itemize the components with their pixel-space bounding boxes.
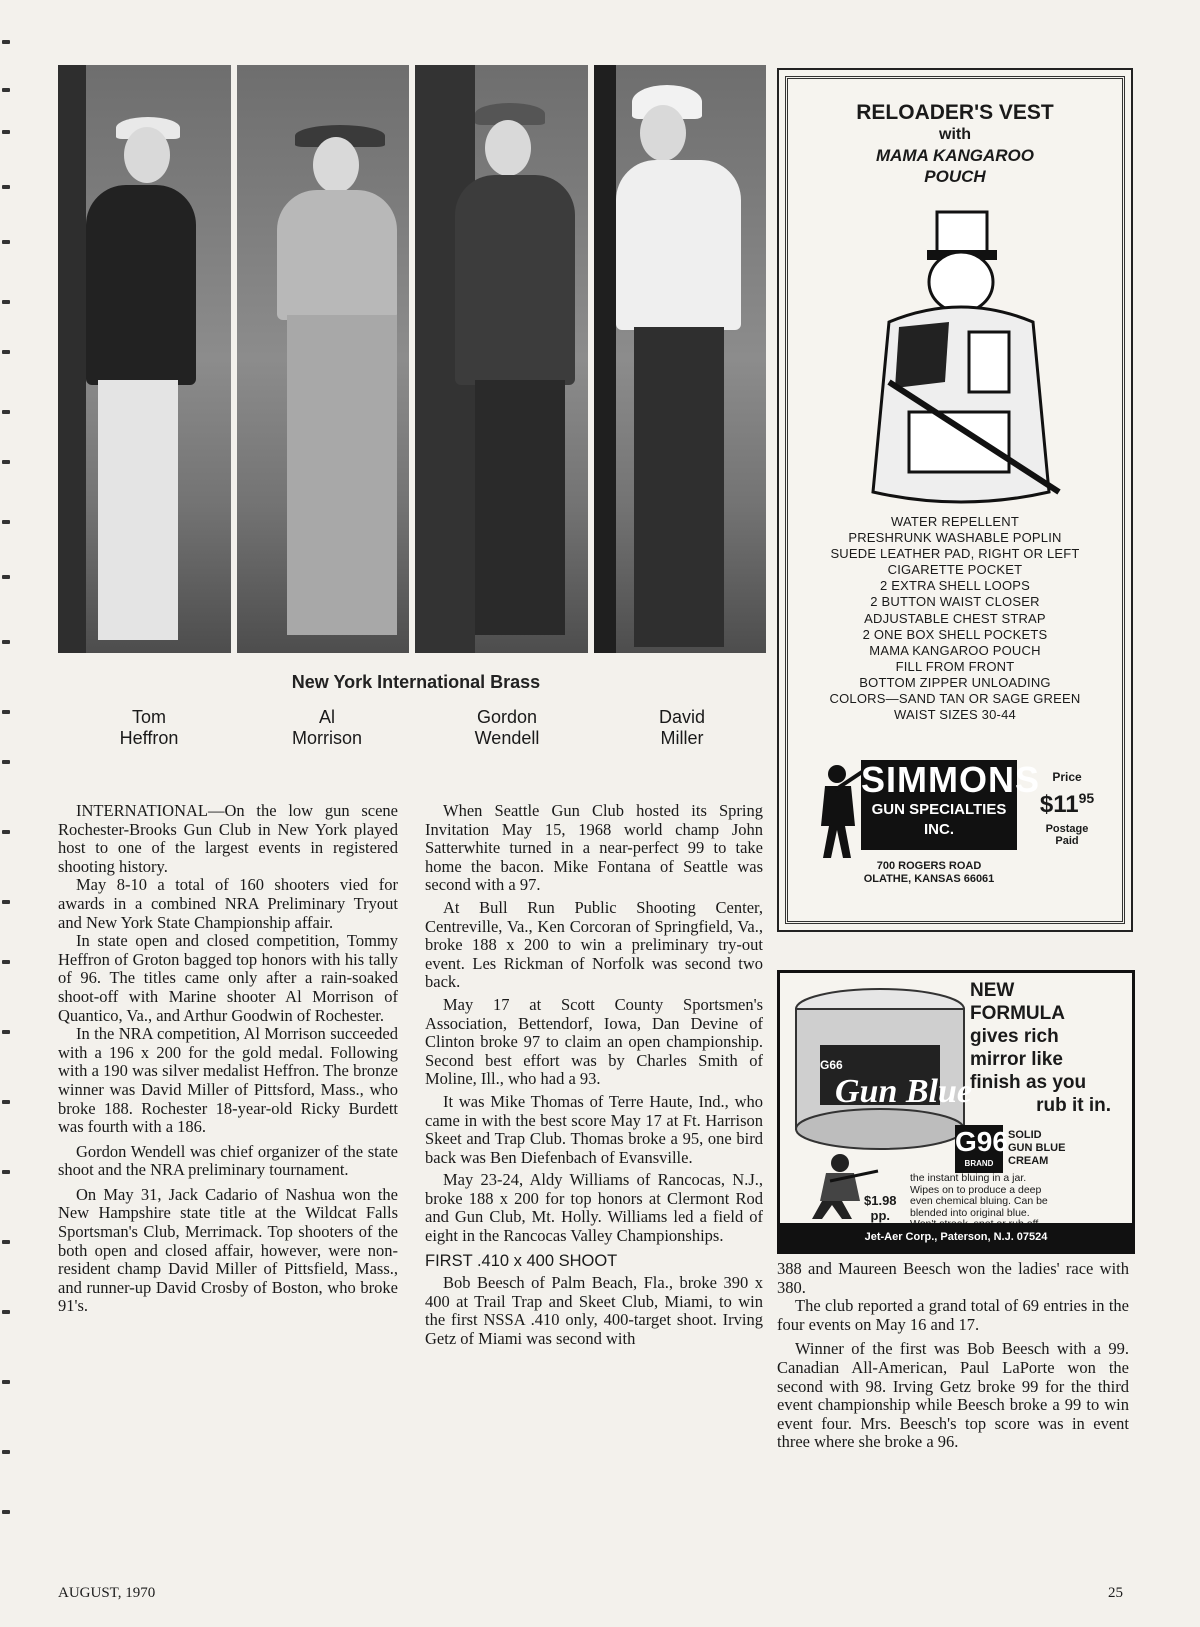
paragraph: In state open and closed competition, Tommy Heffron of Groton bagged top honors with his tally of 96. The titles came only after a rain-soaked shoot-off with Marine shooter Al Morrison of Quantico, Va., and Arthur Goodwin of Rochester.: [58, 931, 398, 1025]
paragraph: INTERNATIONAL—On the low gun scene Rochester-Brooks Gun Club in New York played host to one of the largest events in registered shooting history.: [58, 801, 398, 876]
paragraph: Gordon Wendell was chief organizer of the state shoot and the NRA preliminary tournament.: [58, 1141, 398, 1180]
paragraph: May 8-10 a total of 160 shooters vied for awards in a combined NRA Preliminary Tryout and New York State Championship affair.: [58, 875, 398, 932]
feature-list: WATER REPELLENT PRESHRUNK WASHABLE POPLIN SUEDE LEATHER PAD, RIGHT OR LEFT CIGARETTE POCKET 2 EXTRA SHELL LOOPS 2 BUTTON WAIST CLOSER ADJUSTABLE CHEST STRAP 2 ONE BOX SHELL POCKETS MAMA KANGAROO POUCH FILL FROM FRONT BOTTOM ZIPPER UNLOADING COLORS—SAND TAN OR SAGE GREEN WAIST SIZES 30-44: [829, 514, 1081, 723]
product-name: SOLID GUN BLUE CREAM: [1008, 1129, 1066, 1167]
jar-label-top: G66: [820, 1058, 843, 1072]
shooters-photo-strip: [58, 65, 766, 653]
company-bar: Jet-Aer Corp., Paterson, N.J. 07524: [780, 1223, 1132, 1251]
article-column-2: [425, 802, 763, 1349]
paragraph: Bob Beesch of Palm Beach, Fla., broke 390 x 400 at Trail Trap and Skeet Club, Miami, to win the first NSSA .410 only, 400-target shoot. Irving Getz of Miami was second with: [425, 1273, 763, 1349]
paragraph: Winner of the first was Bob Beesch with a 99. Canadian All-American, Paul LaPorte won the second with 98. Irving Getz broke 99 for the third event championship while Beesch broke a 99 to win event four. Mrs. Beesch's top score was in event three where she broke a 96.: [777, 1339, 1129, 1452]
vest-illustration: [849, 192, 1069, 517]
product-description: the instant bluing in a jar. Wipes on to produce a deep even chemical bluing. Can be blended into original blue.: [910, 1172, 1048, 1219]
paragraph: The club reported a grand total of 69 entries in the four events on May 16 and 17.: [777, 1296, 1129, 1334]
ad-address: 700 ROGERS ROAD OLATHE, KANSAS 66061: [863, 860, 995, 885]
page-number: 25: [1108, 1585, 1123, 1601]
paragraph: In the NRA competition, Al Morrison succeeded with a 196 x 200 for the gold medal. Following with a 190 was silver medalist Heffron. The bronze winner was David Miller of Pittsford, Mass., who broke 188. Rochester 18-year-old Ricky Burdett was fourth with a 186.: [58, 1024, 398, 1137]
caption-name-3: Gordon Wendell: [474, 707, 540, 748]
paragraph: May 23-24, Aldy Williams of Rancocas, N.J., broke 188 x 200 for top honors at Clermont Rod and Gun Club, Mt. Holly. Williams led a field of eight in the Rancocas Valley Championships.: [425, 1170, 763, 1246]
paragraph: On May 31, Jack Cadario of Nashua won the New Hampshire state title at the Wildcat Falls Sportsman's Club, Merrimack. Top shooters of the both open and closed affair, however, were non-resident champ David Miller of Pittsfield, Mass., and runner-up David Crosby of Boston, who broke 91's.: [58, 1184, 398, 1316]
subheading: FIRST .410 x 400 SHOOT: [425, 1251, 618, 1270]
shooter-silhouette-icon: [815, 760, 865, 860]
g96-logo: G96 BRAND: [955, 1125, 1003, 1173]
ad-with: with: [939, 126, 971, 143]
caption-name-1: Tom Heffron: [119, 707, 179, 748]
jar-label: Gun Blue: [835, 1073, 972, 1110]
photo-caption-title: New York International Brass: [291, 672, 541, 692]
paragraph: 388 and Maureen Beesch won the ladies' race with 380.: [777, 1259, 1129, 1297]
reloaders-vest-ad: [777, 68, 1133, 932]
photo-al-morrison: [237, 65, 410, 653]
article-column-3: [777, 1260, 1129, 1452]
paragraph: At Bull Run Public Shooting Center, Centreville, Va., Ken Corcoran of Springfield, Va., broke 188 x 200 to win a preliminary try-out event. Les Rickman of Norfolk was second two back.: [425, 897, 763, 992]
gun-blue-ad: [777, 970, 1135, 1254]
ad-title: RELOADER'S VEST: [856, 101, 1054, 124]
paragraph: When Seattle Gun Club hosted its Spring Invitation May 15, 1968 world champ John Satterwhite turned in a near-perfect 99 to take home the bacon. Mike Fontana of Seattle was second with a 97.: [425, 801, 763, 895]
photo-tom-heffron: [58, 65, 231, 653]
price-block: $1.98 pp.: [864, 1193, 897, 1223]
ad-subtitle-2: POUCH: [924, 167, 986, 186]
ad-headline: NEW FORMULA gives rich mirror like finish as you rub it in.: [970, 980, 1111, 1116]
simmons-logo: SIMMONS GUN SPECIALTIES INC.: [861, 760, 1017, 850]
paragraph: May 17 at Scott County Sportsmen's Association, Bettendorf, Iowa, Dan Devine of Clinton broke 97 to claim an open championship. Second best effort was by Charles Smith of Moline, Ill., who had a 93.: [425, 994, 763, 1089]
caption-name-4: David Miller: [658, 707, 706, 748]
photo-gordon-wendell: [415, 65, 588, 653]
article-column-1: [58, 802, 398, 1316]
price-block: Price $\$11^{95}$ Postage Paid: [1039, 770, 1095, 847]
gun-blue-jar-illustration: [790, 985, 970, 1155]
ad-subtitle-1: MAMA KANGAROO: [875, 146, 1035, 165]
paragraph: It was Mike Thomas of Terre Haute, Ind., who came in with the best score May 17 at Ft. Harrison Skeet and Trap Club. Thomas broke a 95, one bird back was Ben Diefenbach of Evansville.: [425, 1091, 763, 1167]
issue-date: AUGUST, 1970: [58, 1585, 156, 1601]
photo-david-miller: [594, 65, 767, 653]
caption-name-2: Al Morrison: [291, 707, 362, 748]
